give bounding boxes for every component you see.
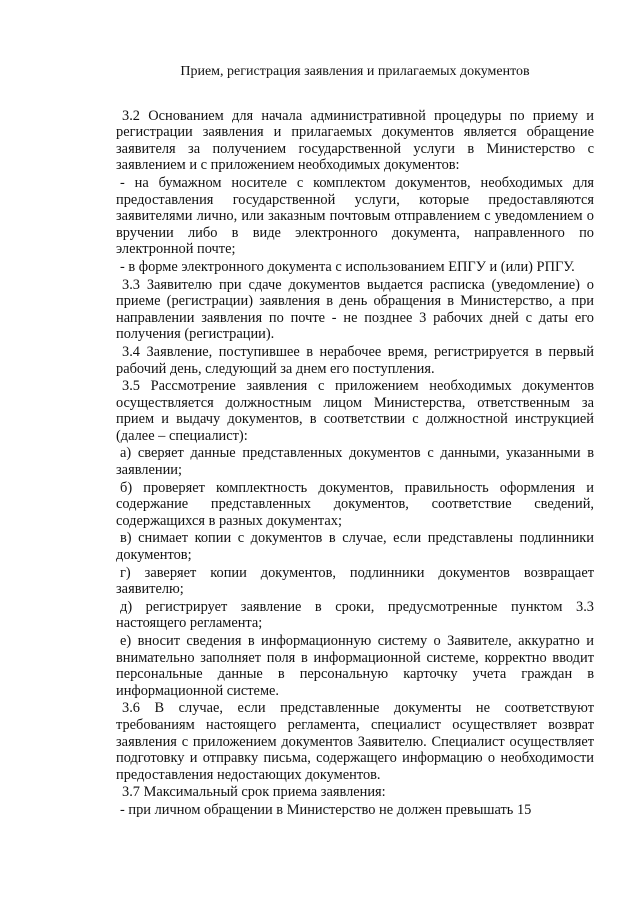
paragraph-3-5: 3.5 Рассмотрение заявления с приложением необходимых документов осуществляется должностным лицом Министерства, ответственным за прием и выдачу документов, в соответствии с должностной инструкцией (далее – специалист): bbox=[116, 378, 594, 444]
list-item-b: б) проверяет комплектность документов, правильность оформления и содержание представленных документов, соответствие сведений, содержащихся в разных документах; bbox=[116, 479, 594, 529]
list-item-d: д) регистрирует заявление в сроки, предусмотренные пунктом 3.3 настоящего регламента; bbox=[116, 598, 594, 632]
list-item-paper: - на бумажном носителе с комплектом документов, необходимых для предоставления государственной услуги, которые предоставляются заявителями лично, или заказным почтовым отправлением с уведомлением о вручении либо в виде электронного документа, направленного по электронной почте; bbox=[116, 174, 594, 258]
list-item-personal-visit: - при личном обращении в Министерство не должен превышать 15 bbox=[120, 801, 532, 818]
list-item-electronic: - в форме электронного документа с использованием ЕПГУ и (или) РПГУ. bbox=[120, 258, 575, 275]
list-item-e: е) вносит сведения в информационную систему о Заявителе, аккуратно и внимательно заполняет поля в информационной системе, корректно вводит персональные данные в персональную карточку учета граждан в информационной системе. bbox=[116, 633, 594, 699]
paragraph-3-3: 3.3 Заявителю при сдаче документов выдается расписка (уведомление) о приеме (регистрации) заявления в день обращения в Министерство, а при направлении заявления по почте - не позднее 3 рабочих дней с даты его получения (регистрации). bbox=[116, 276, 594, 343]
list-item-g: г) заверяет копии документов, подлинники документов возвращает заявителю; bbox=[116, 564, 594, 598]
list-item-a: а) сверяет данные представленных документов с данными, указанными в заявлении; bbox=[116, 445, 594, 479]
list-item-v: в) снимает копии с документов в случае, если представлены подлинники документов; bbox=[116, 530, 594, 564]
paragraph-3-7: 3.7 Максимальный срок приема заявления: bbox=[122, 784, 386, 801]
section-heading: Прием, регистрация заявления и прилагаемых документов bbox=[180, 64, 530, 79]
document-page bbox=[116, 56, 594, 819]
paragraph-3-4: 3.4 Заявление, поступившее в нерабочее время, регистрируется в первый рабочий день, следующий за днем его поступления. bbox=[116, 343, 594, 377]
paragraph-3-6: 3.6 В случае, если представленные документы не соответствуют требованиям настоящего регламента, специалист осуществляет возврат заявления с приложением документов Заявителю. Специалист осуществляет подготовку и отправку письма, содержащего информацию о необходимости предоставления недостающих документов. bbox=[116, 700, 594, 783]
paragraph-3-2: 3.2 Основанием для начала административной процедуры по приему и регистрации заявления и прилагаемых документов является обращение заявителя за получением государственной услуги в Министерство с заявлением и с приложением необходимых документов: bbox=[116, 107, 594, 174]
